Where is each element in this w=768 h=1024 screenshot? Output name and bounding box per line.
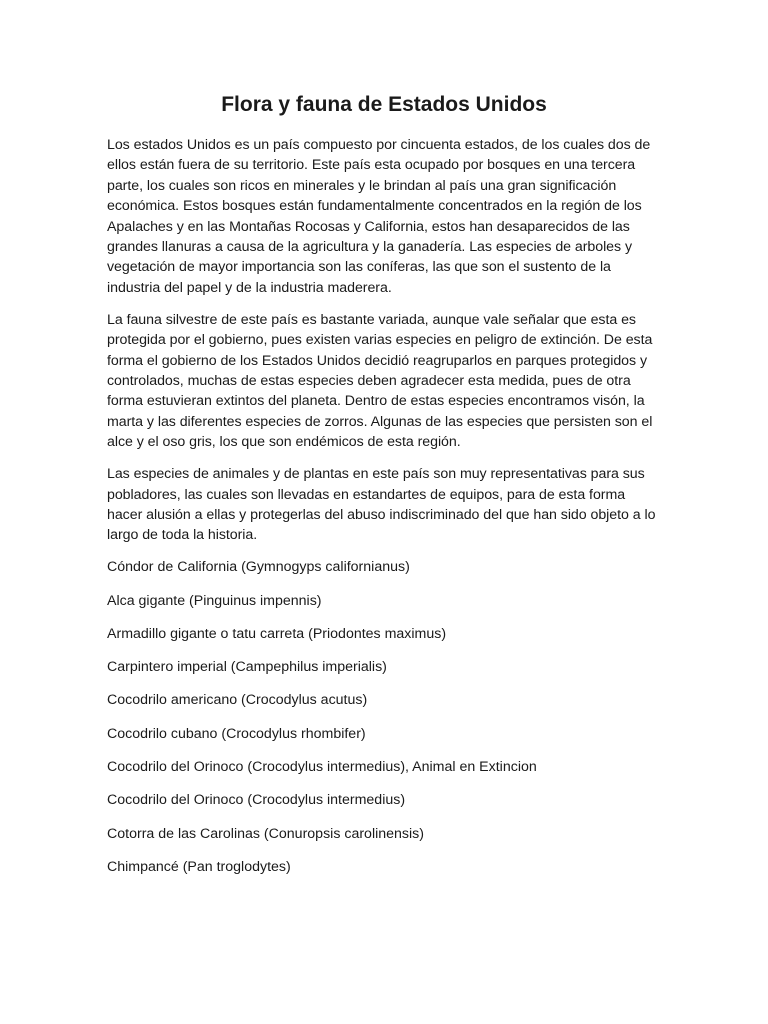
- list-item: Cocodrilo del Orinoco (Crocodylus intermedius), Animal en Extincion: [107, 759, 537, 775]
- list-item: Carpintero imperial (Campephilus imperialis): [107, 659, 387, 676]
- document-title: Flora y fauna de Estados Unidos: [221, 93, 547, 116]
- paragraph-fauna: La fauna silvestre de este país es bastante variada, aunque vale señalar que esta es protegida por el gobierno, pues existen varias especies en peligro de extinción. De esta forma el gobierno de los Estados Unidos decidió reagruparlos en parques protegidos y controlados, muchas de estas especies deben agradecer esta medida, pues de otra forma estuvieran extintos del planeta. Dentro de estas especies encontramos visón, la marta y las diferentes especies de zorros. Algunas de las especies que persisten son el alce y el oso gris, los que son endémicos de esta región.: [107, 311, 653, 451]
- document-body: [107, 135, 663, 890]
- paragraph-forests: Los estados Unidos es un país compuesto por cincuenta estados, de los cuales dos de ellos están fuera de su territorio. Este país esta ocupado por bosques en una tercera parte, los cuales son ricos en minerales y le brindan al país una gran significación económica. Estos bosques están fundamentalmente concentrados en la región de los Apalaches y en las Montañas Rocosas y California, estos han desaparecidos de las grandes llanuras a causa de la agricultura y la ganadería. Las especies de arboles y vegetación de mayor importancia son las coníferas, las que son el sustento de la industria del papel y de la industria maderera.: [107, 137, 651, 296]
- paragraph-symbolism: Las especies de animales y de plantas en este país son muy representativas para sus pobladores, las cuales son llevadas en estandartes de equipos, para de esta forma hacer alusión a ellas y protegerlas del abuso indiscriminado del que han sido objeto a lo largo de toda la historia.: [107, 466, 656, 544]
- list-item: Cocodrilo americano (Crocodylus acutus): [107, 692, 368, 709]
- list-item: Chimpancé (Pan troglodytes): [107, 858, 291, 875]
- list-item: Alca gigante (Pinguinus impennis): [107, 592, 322, 609]
- list-item: Armadillo gigante o tatu carreta (Priodontes maximus): [107, 625, 447, 642]
- list-item: Cotorra de las Carolinas (Conuropsis carolinensis): [107, 825, 424, 842]
- species-list: [107, 557, 663, 877]
- list-item: Cocodrilo cubano (Crocodylus rhombifer): [107, 725, 366, 742]
- list-item: Cocodrilo del Orinoco (Crocodylus intermedius): [107, 792, 406, 809]
- list-item: Cóndor de California (Gymnogyps californianus): [107, 559, 410, 576]
